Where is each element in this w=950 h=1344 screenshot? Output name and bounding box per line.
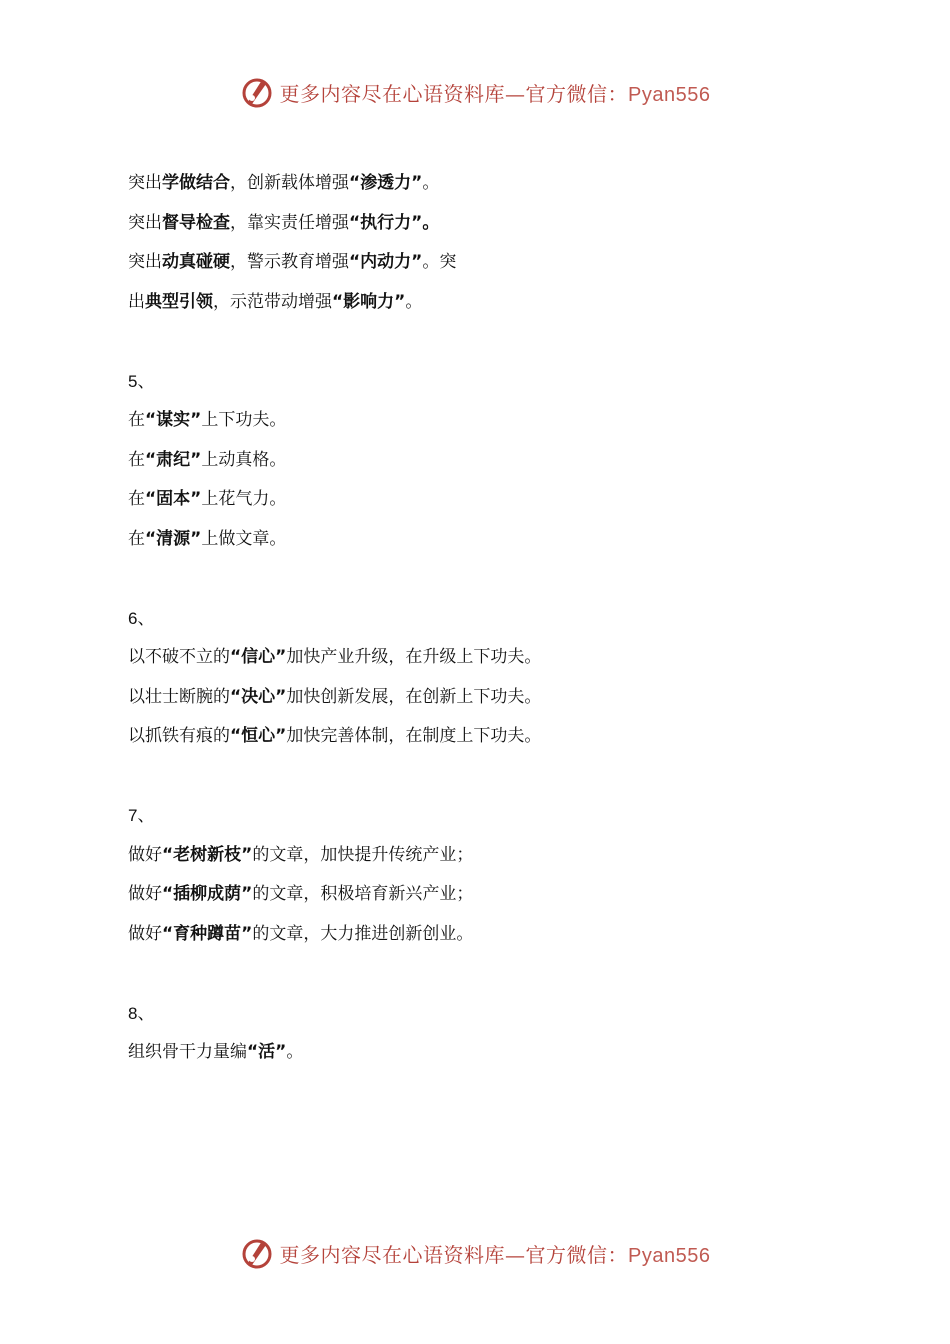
- bold-phrase: “老树新枝”: [162, 844, 253, 865]
- line-text: 上动真格。: [201, 449, 287, 470]
- line-text: 的文章，大力推进创新创业。: [252, 923, 474, 944]
- line-text: 上下功夫。: [201, 410, 287, 430]
- line-text: 加快创新发展，在创新上下功夫。: [286, 686, 542, 707]
- line-text: ，靠实责任增强: [230, 212, 349, 233]
- line-text: 的文章，积极培育新兴产业；: [252, 884, 474, 904]
- text-line: [128, 283, 688, 323]
- banner-text: [280, 78, 711, 107]
- text-line: [128, 164, 688, 204]
- line-text: 加快产业升级，在升级上下功夫。: [286, 647, 542, 667]
- line-text: 。: [422, 173, 440, 193]
- line-text: 在: [128, 449, 145, 470]
- bold-phrase: 动真碰硬: [162, 252, 230, 272]
- logo-icon: [240, 72, 274, 112]
- document-body: [128, 164, 688, 1073]
- text-line: [128, 204, 688, 244]
- line-text: 的文章，加快提升传统产业；: [252, 844, 474, 865]
- bold-phrase: 典型引领: [145, 291, 213, 312]
- banner-label: 更多内容尽在心语资料库—官方微信：: [279, 1242, 629, 1267]
- line-text: 以不破不立的: [128, 647, 230, 667]
- bold-phrase: “育种蹲苗”: [162, 923, 253, 944]
- bold-phrase: 学做结合: [162, 173, 230, 193]
- logo-icon: [240, 1233, 274, 1273]
- text-line: [128, 401, 688, 441]
- wechat-id: Pyan556: [628, 83, 711, 106]
- bold-phrase: “谋实”: [145, 410, 202, 430]
- line-text: 。: [286, 1042, 304, 1062]
- bold-phrase: “决心”: [230, 686, 287, 707]
- line-text: 做好: [128, 884, 162, 904]
- line-text: 。突: [422, 252, 457, 272]
- bold-phrase: “信心”: [230, 647, 287, 667]
- bold-phrase: “执行力”。: [349, 212, 440, 233]
- text-line: [128, 836, 688, 876]
- spacer: [128, 757, 688, 797]
- bold-phrase: “渗透力”: [349, 173, 423, 193]
- line-text: 突出: [128, 252, 162, 272]
- line-text: 在: [128, 410, 145, 430]
- bold-phrase: “固本”: [145, 489, 202, 509]
- banner-text: [280, 1239, 711, 1268]
- spacer: [128, 559, 688, 599]
- line-text: 突出: [128, 173, 162, 193]
- section-number: 6、: [128, 608, 155, 628]
- line-text: ，警示教育增强: [230, 252, 349, 272]
- line-text: ，示范带动增强: [213, 291, 332, 312]
- line-text: 以壮士断腕的: [128, 686, 230, 707]
- text-line: [128, 915, 688, 955]
- spacer: [128, 322, 688, 362]
- line-text: 加快完善体制，在制度上下功夫。: [286, 726, 542, 746]
- spacer: [128, 954, 688, 994]
- bold-phrase: “肃纪”: [145, 449, 202, 470]
- bold-phrase: “活”: [247, 1042, 287, 1062]
- line-text: 上做文章。: [201, 528, 287, 549]
- line-text: 做好: [128, 844, 162, 865]
- line-text: 在: [128, 489, 145, 509]
- text-line: [128, 480, 688, 520]
- text-line: [128, 717, 688, 757]
- footer-banner: [0, 1233, 950, 1273]
- section-number: 7、: [128, 806, 155, 825]
- text-line: [128, 875, 688, 915]
- banner-label: 更多内容尽在心语资料库—官方微信：: [279, 81, 629, 106]
- bold-phrase: 督导检查: [162, 212, 230, 233]
- text-line: [128, 243, 688, 283]
- bold-phrase: “影响力”: [332, 291, 406, 312]
- bold-phrase: “恒心”: [230, 726, 287, 746]
- text-line: [128, 678, 688, 718]
- line-text: 突出: [128, 212, 162, 233]
- section-number: 5、: [128, 371, 155, 391]
- line-text: 出: [128, 291, 145, 312]
- wechat-id: Pyan556: [628, 1244, 711, 1267]
- text-line: [128, 638, 688, 678]
- bold-phrase: “插柳成荫”: [162, 884, 253, 904]
- text-line: [128, 1033, 688, 1073]
- line-text: ，创新载体增强: [230, 173, 349, 193]
- line-text: 。: [405, 291, 423, 312]
- section-number: 8、: [128, 1003, 155, 1023]
- bold-phrase: “清源”: [145, 528, 202, 549]
- header-banner: [0, 72, 950, 112]
- line-text: 在: [128, 528, 145, 549]
- line-text: 以抓铁有痕的: [128, 726, 230, 746]
- line-text: 做好: [128, 923, 162, 944]
- text-line: [128, 520, 688, 560]
- line-text: 上花气力。: [201, 489, 287, 509]
- bold-phrase: “内动力”: [349, 252, 423, 272]
- line-text: 组织骨干力量编: [128, 1042, 247, 1062]
- text-line: [128, 441, 688, 481]
